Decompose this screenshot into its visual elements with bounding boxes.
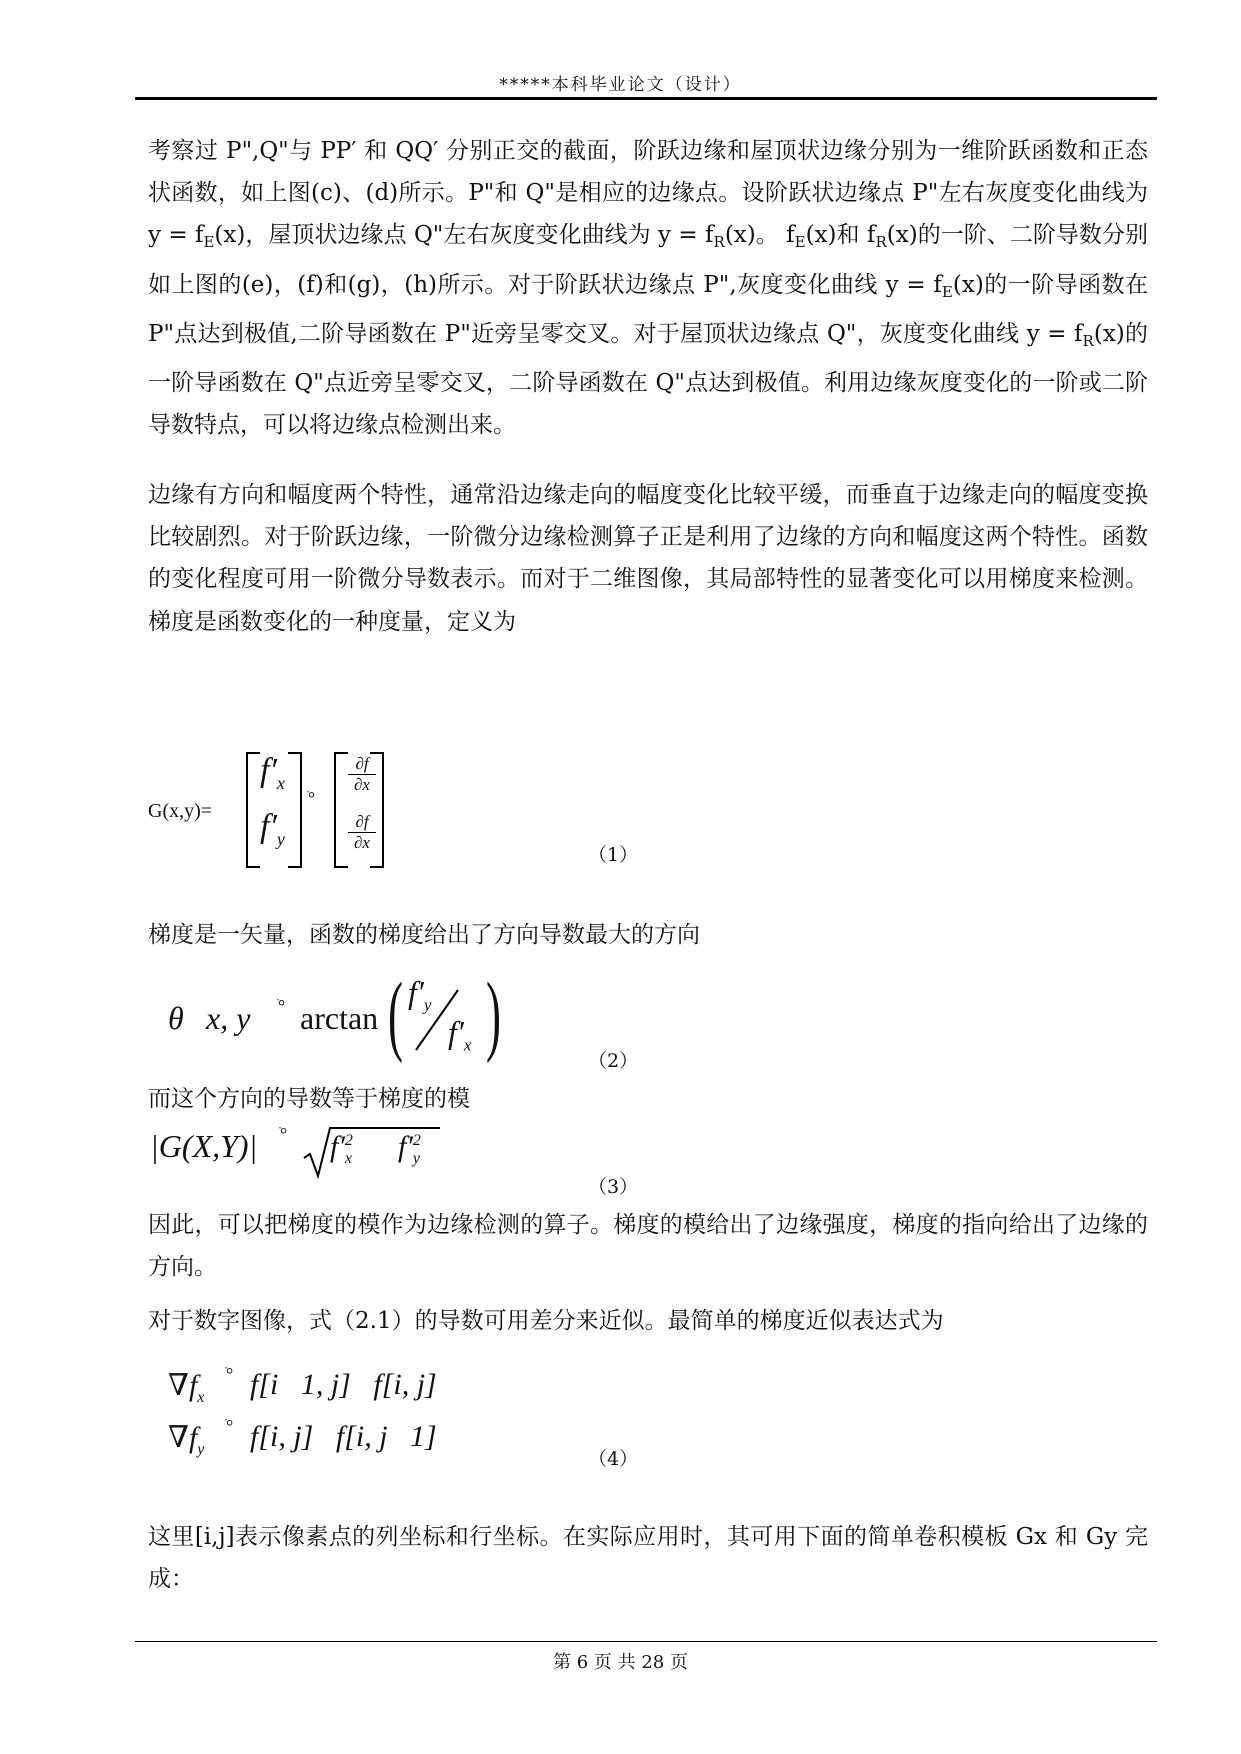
eq4-row1-rhs: f[i 1, j] f[i, j]: [250, 1368, 437, 1401]
eq2-theta: θ: [168, 1000, 184, 1036]
eq2-fraction-bottom: $f'_x$: [448, 1014, 472, 1055]
running-header: *****本科毕业论文（设计）: [499, 75, 742, 95]
eq1-left-bracket-close: [288, 752, 302, 868]
eq3-sqrt-sign: [302, 1124, 442, 1180]
eq4-number: （4）: [588, 1448, 639, 1470]
paragraph-difference-approx: 对于数字图像，式（2.1）的导数可用差分来近似。最简单的梯度近似表达式为: [148, 1308, 944, 1334]
paragraph-edge-profiles: 考察过 P",Q"与 PP′ 和 QQ′ 分别正交的截面，阶跃边缘和屋顶状边缘分别为一维阶跃函数和正态状函数，如上图(c)、(d)所示。P"和 Q"是相应的边缘点。设阶跃状边缘点 P"左右灰度变化曲线为 $y = f_E(x)$，屋顶状边缘点 Q"左右灰度变化曲线为 $y = f_R(x)$。 $f_E(x)$和 $f_R(x)$的一阶、二阶导数分别如上图的(e)，(f)和(g)，(h)所示。对于阶跃状边缘点 P",灰度变化曲线 $y = f_E(x)$的一阶导函数在 P"点达到极值,二阶导函数在 P"近旁呈零交叉。对于屋顶状边缘点 Q"，灰度变化曲线 $y = f_R(x)$的一阶导函数在 Q"点近旁呈零交叉，二阶导函数在 Q"点达到极值。利用边缘灰度变化的一阶或二阶导数特点，可以将边缘点检测出来。: [148, 138, 1148, 439]
header-rule: [135, 97, 1157, 100]
footer-rule: [135, 1641, 1157, 1642]
eq3-term-1: $f'^2_x$: [330, 1130, 353, 1167]
page-number: 第 6 页 共 28 页: [553, 1652, 688, 1673]
paragraph-gradient-intro: 边缘有方向和幅度两个特性，通常沿边缘走向的幅度变化比较平缓，而垂直于边缘走向的幅度变换比较剧烈。对于阶跃边缘，一阶微分边缘检测算子正是利用了边缘的方向和幅度这两个特性。函数的变化程度可用一阶微分导数表示。而对于二维图像，其局部特性的显著变化可以用梯度来检测。梯度是函数变化的一种度量，定义为: [148, 482, 1148, 635]
eq2-args: x, y: [206, 1000, 251, 1036]
eq1-left-bracket-open: [246, 752, 260, 868]
eq1-fx: $f'_x$: [260, 752, 285, 793]
paragraph-gradient-magnitude: 而这个方向的导数等于梯度的模: [148, 1086, 470, 1112]
eq1-lhs: G(x,y)=: [148, 800, 213, 822]
paragraph-edge-operator: 因此，可以把梯度的模作为边缘检测的算子。梯度的模给出了边缘强度，梯度的指向给出了边缘的方向。: [148, 1212, 1148, 1281]
eq1-partial-1: ∂f ∂x: [348, 754, 376, 795]
eq3-lhs: |G(X,Y)|: [150, 1128, 258, 1164]
eq4-row2-lhs: $\nabla f_y$: [168, 1421, 205, 1458]
eq2-arctan: arctan: [300, 1000, 379, 1036]
eq1-equals-symbol: ׂ°: [308, 788, 316, 808]
eq2-paren-open: (: [388, 965, 403, 1064]
eq3-number: （3）: [588, 1176, 639, 1198]
eq1-fy: $f'_y$: [260, 808, 285, 849]
eq4-row2-symbol: ׂ°: [226, 1416, 234, 1436]
eq4-row1-lhs: $\nabla f_x$: [168, 1369, 205, 1406]
eq1-right-bracket-open: [334, 752, 348, 868]
paragraph-gradient-direction: 梯度是一矢量，函数的梯度给出了方向导数最大的方向: [148, 922, 700, 948]
eq2-equals-symbol: ׂ°: [278, 996, 286, 1016]
eq2-number: （2）: [588, 1050, 639, 1072]
eq1-partial-2: ∂f ∂x: [348, 812, 376, 853]
eq1-number: （1）: [588, 844, 639, 866]
paragraph-convolution-templates: 这里[i,j]表示像素点的列坐标和行坐标。在实际应用时，其可用下面的简单卷积模板 Gx 和 Gy 完成：: [148, 1524, 1148, 1593]
eq3-equals-symbol: ׂ°: [280, 1124, 288, 1144]
eq3-term-2: $f'^2_y$: [398, 1130, 421, 1167]
eq2-paren-close: ): [486, 965, 501, 1064]
eq4-row2-rhs: f[i, j] f[i, j 1]: [250, 1420, 437, 1453]
eq4-row1-symbol: ׂ°: [226, 1364, 234, 1384]
eq2-fraction-top: $f'_y$: [408, 974, 432, 1015]
